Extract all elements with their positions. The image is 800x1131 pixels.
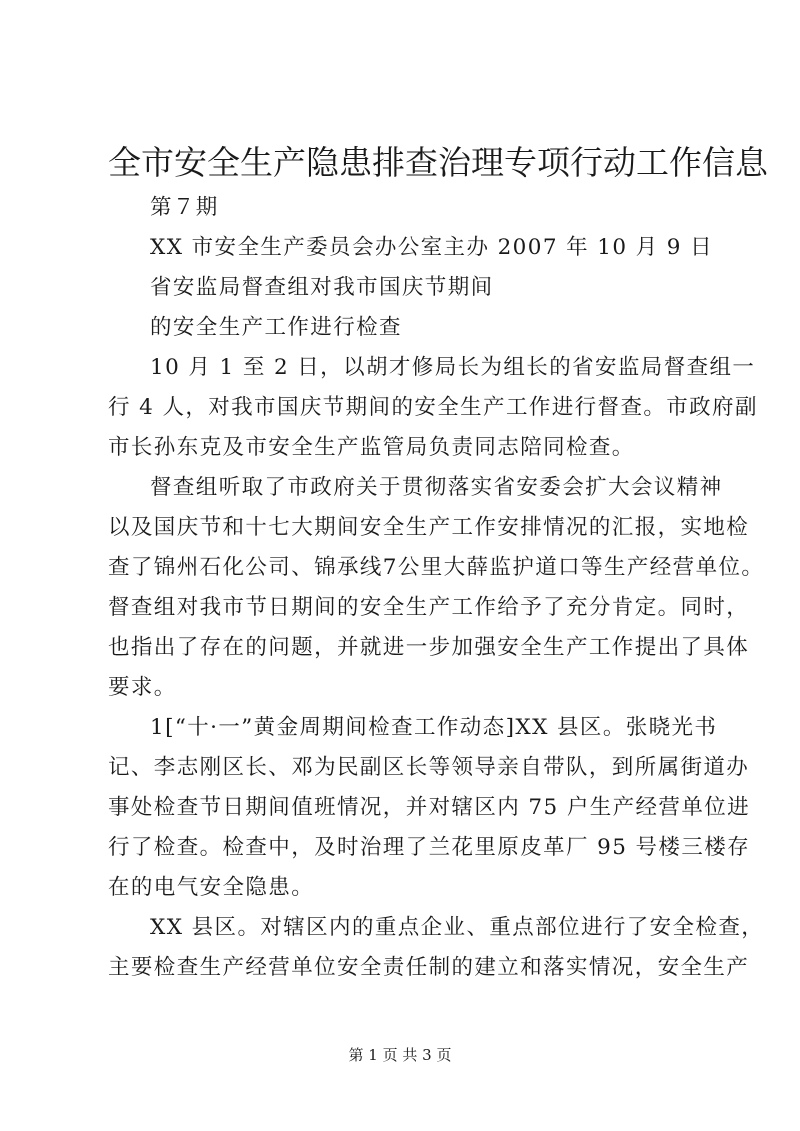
publisher-line: XX 市安全生产委员会办公室主办 2007 年 10 月 9 日 — [150, 235, 714, 260]
body-line: 以及国庆节和十七大期间安全生产工作安排情况的汇报，实地检 — [108, 515, 750, 540]
body-line: 市长孙东克及市安全生产监管局负责同志陪同检查。 — [108, 435, 635, 460]
body-line: 行了检查。检查中，及时治理了兰花里原皮革厂 95 号楼三楼存 — [108, 835, 751, 860]
body-line: 行 4 人，对我市国庆节期间的安全生产工作进行督查。市政府副 — [108, 395, 758, 420]
body-line: 在的电气安全隐患。 — [108, 875, 315, 900]
body-line: 也指出了存在的问题，并就进一步加强安全生产工作提出了具体 — [108, 635, 750, 660]
subtitle-line-2: 的安全生产工作进行检查 — [150, 315, 402, 340]
body-line: 督查组听取了市政府关于贯彻落实省安委会扩大会议精神 — [150, 475, 723, 500]
body-line: 事处检查节日期间值班情况，并对辖区内 75 户生产经营单位进 — [108, 795, 751, 820]
subtitle-line-1: 省安监局督查组对我市国庆节期间 — [150, 275, 494, 300]
body-line: 1[“十·一”黄金周期间检查工作动态]XX 县区。张晓光书 — [150, 715, 718, 740]
body-line: 查了锦州石化公司、锦承线7公里大薛监护道口等生产经营单位。 — [108, 555, 765, 580]
body-line: 主要检查生产经营单位安全责任制的建立和落实情况，安全生产 — [108, 955, 750, 980]
body-line: XX 县区。对辖区内的重点企业、重点部位进行了安全检查， — [150, 915, 765, 940]
body-line: 记、李志刚区长、邓为民副区长等领导亲自带队，到所属街道办 — [108, 755, 750, 780]
body-line: 要求。 — [108, 675, 177, 700]
body-line: 督查组对我市节日期间的安全生产工作给予了充分肯定。同时， — [108, 595, 750, 620]
page-footer: 第 1 页 共 3 页 — [348, 1046, 452, 1064]
body-line: 10 月 1 至 2 日，以胡才修局长为组长的省安监局督查组一 — [150, 355, 756, 380]
issue-number: 第７期 — [150, 195, 219, 220]
document-title: 全市安全生产隐患排查治理专项行动工作信息 — [108, 143, 768, 182]
